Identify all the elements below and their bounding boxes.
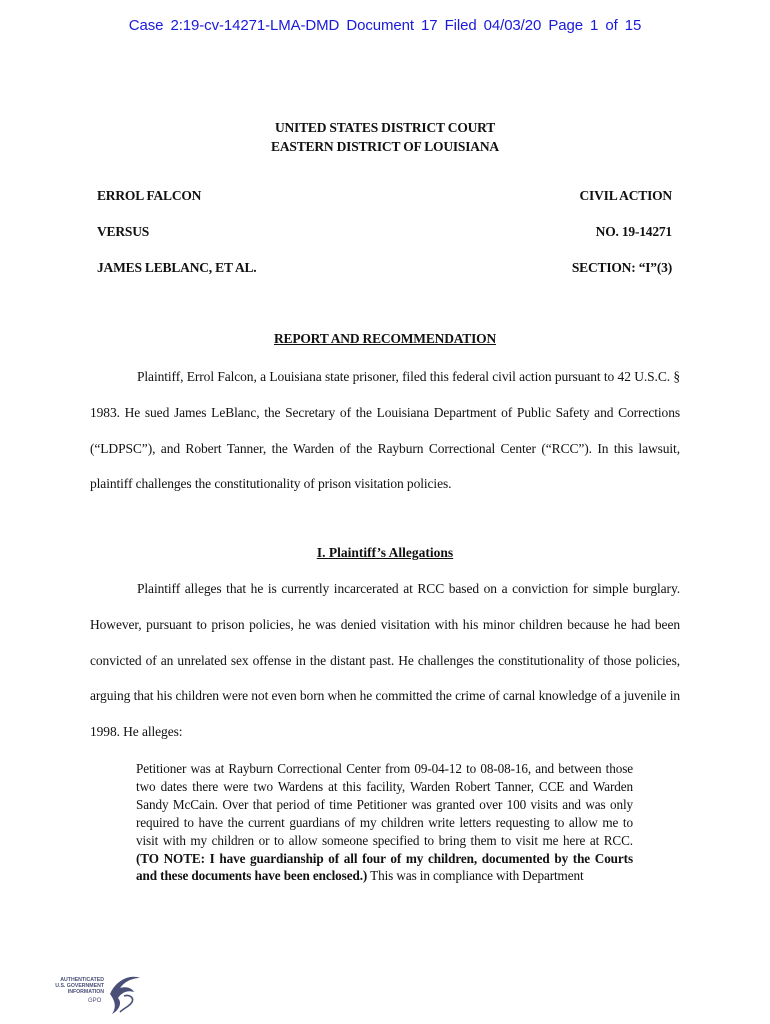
gpo-seal-text: [44, 977, 104, 996]
gpo-authentication-seal: [44, 972, 144, 1018]
quote-text-start: Petitioner was at Rayburn Correctional Center from 09-04-12 to 08-08-16, and between those two dates there were two Wardens at this facility, Warden Robert Tanner, CCE and Warden Sandy McCain. Over that period of time Petitioner was granted over 100 visits and was only required to have the current guardians of my children write letters requesting to allow me to visit with my children or to allow someone specified to bring them to visit me here at RCC.: [136, 761, 633, 848]
document-number: Document 17: [346, 17, 438, 34]
allegations-paragraph: [90, 571, 680, 750]
quote-text-end: This was in compliance with Department: [370, 868, 584, 884]
section-label: SECTION: “I”(3): [571, 260, 672, 275]
case-no: NO. 19-14271: [595, 224, 672, 239]
intro-paragraph: [90, 359, 680, 502]
allegations-text: Plaintiff alleges that he is currently incarcerated at RCC based on a conviction for simple burglary. However, pursuant to prison policies, he was denied visitation with his minor children because he had been convicted of an unrelated sex offense in the distant past. He challenges the constitutionality of those policies, arguing that his children were not even born when he committed the crime of carnal knowledge of a juvenile in 1998. He alleges:: [90, 581, 680, 740]
block-quote: [136, 760, 633, 885]
intro-text: Plaintiff, Errol Falcon, a Louisiana state prisoner, filed this federal civil action pursuant to 42 U.S.C. § 1983. He sued James LeBlanc, the Secretary of the Louisiana Department of Public Safety and Corrections (“LDPSC”), and Robert Tanner, the Warden of the Rayburn Correctional Center (“RCC”). In this lawsuit, plaintiff challenges the constitutionality of prison visitation policies.: [90, 369, 680, 492]
gpo-line-2: U.S. GOVERNMENT: [55, 983, 104, 990]
gpo-line-1: AUTHENTICATED: [60, 977, 104, 983]
versus-label: VERSUS: [97, 224, 150, 239]
report-title: REPORT AND RECOMMENDATION: [273, 331, 497, 346]
gpo-line-3: INFORMATION: [67, 989, 104, 996]
filed-date: Filed 04/03/20: [444, 17, 542, 34]
filing-header: [0, 17, 770, 34]
gpo-label: GPO: [88, 998, 102, 1004]
court-heading: [0, 118, 770, 156]
plaintiff-name: ERROL FALCON: [97, 188, 202, 203]
quote-text-bold: (TO NOTE: I have guardianship of all four of my children, documented by the Courts and these documents have been enclosed.): [136, 850, 633, 884]
case-number: Case 2:19-cv-14271-LMA-DMD: [128, 17, 340, 34]
civil-action-label: CIVIL ACTION: [579, 188, 672, 203]
eagle-logo-icon: [104, 972, 144, 1018]
defendant-name: JAMES LEBLANC, ET AL.: [97, 260, 257, 275]
section-heading: I. Plaintiff’s Allegations: [316, 545, 454, 560]
court-district: EASTERN DISTRICT OF LOUISIANA: [271, 139, 499, 154]
court-name: UNITED STATES DISTRICT COURT: [274, 120, 496, 135]
page-number: Page 1 of 15: [548, 17, 642, 34]
